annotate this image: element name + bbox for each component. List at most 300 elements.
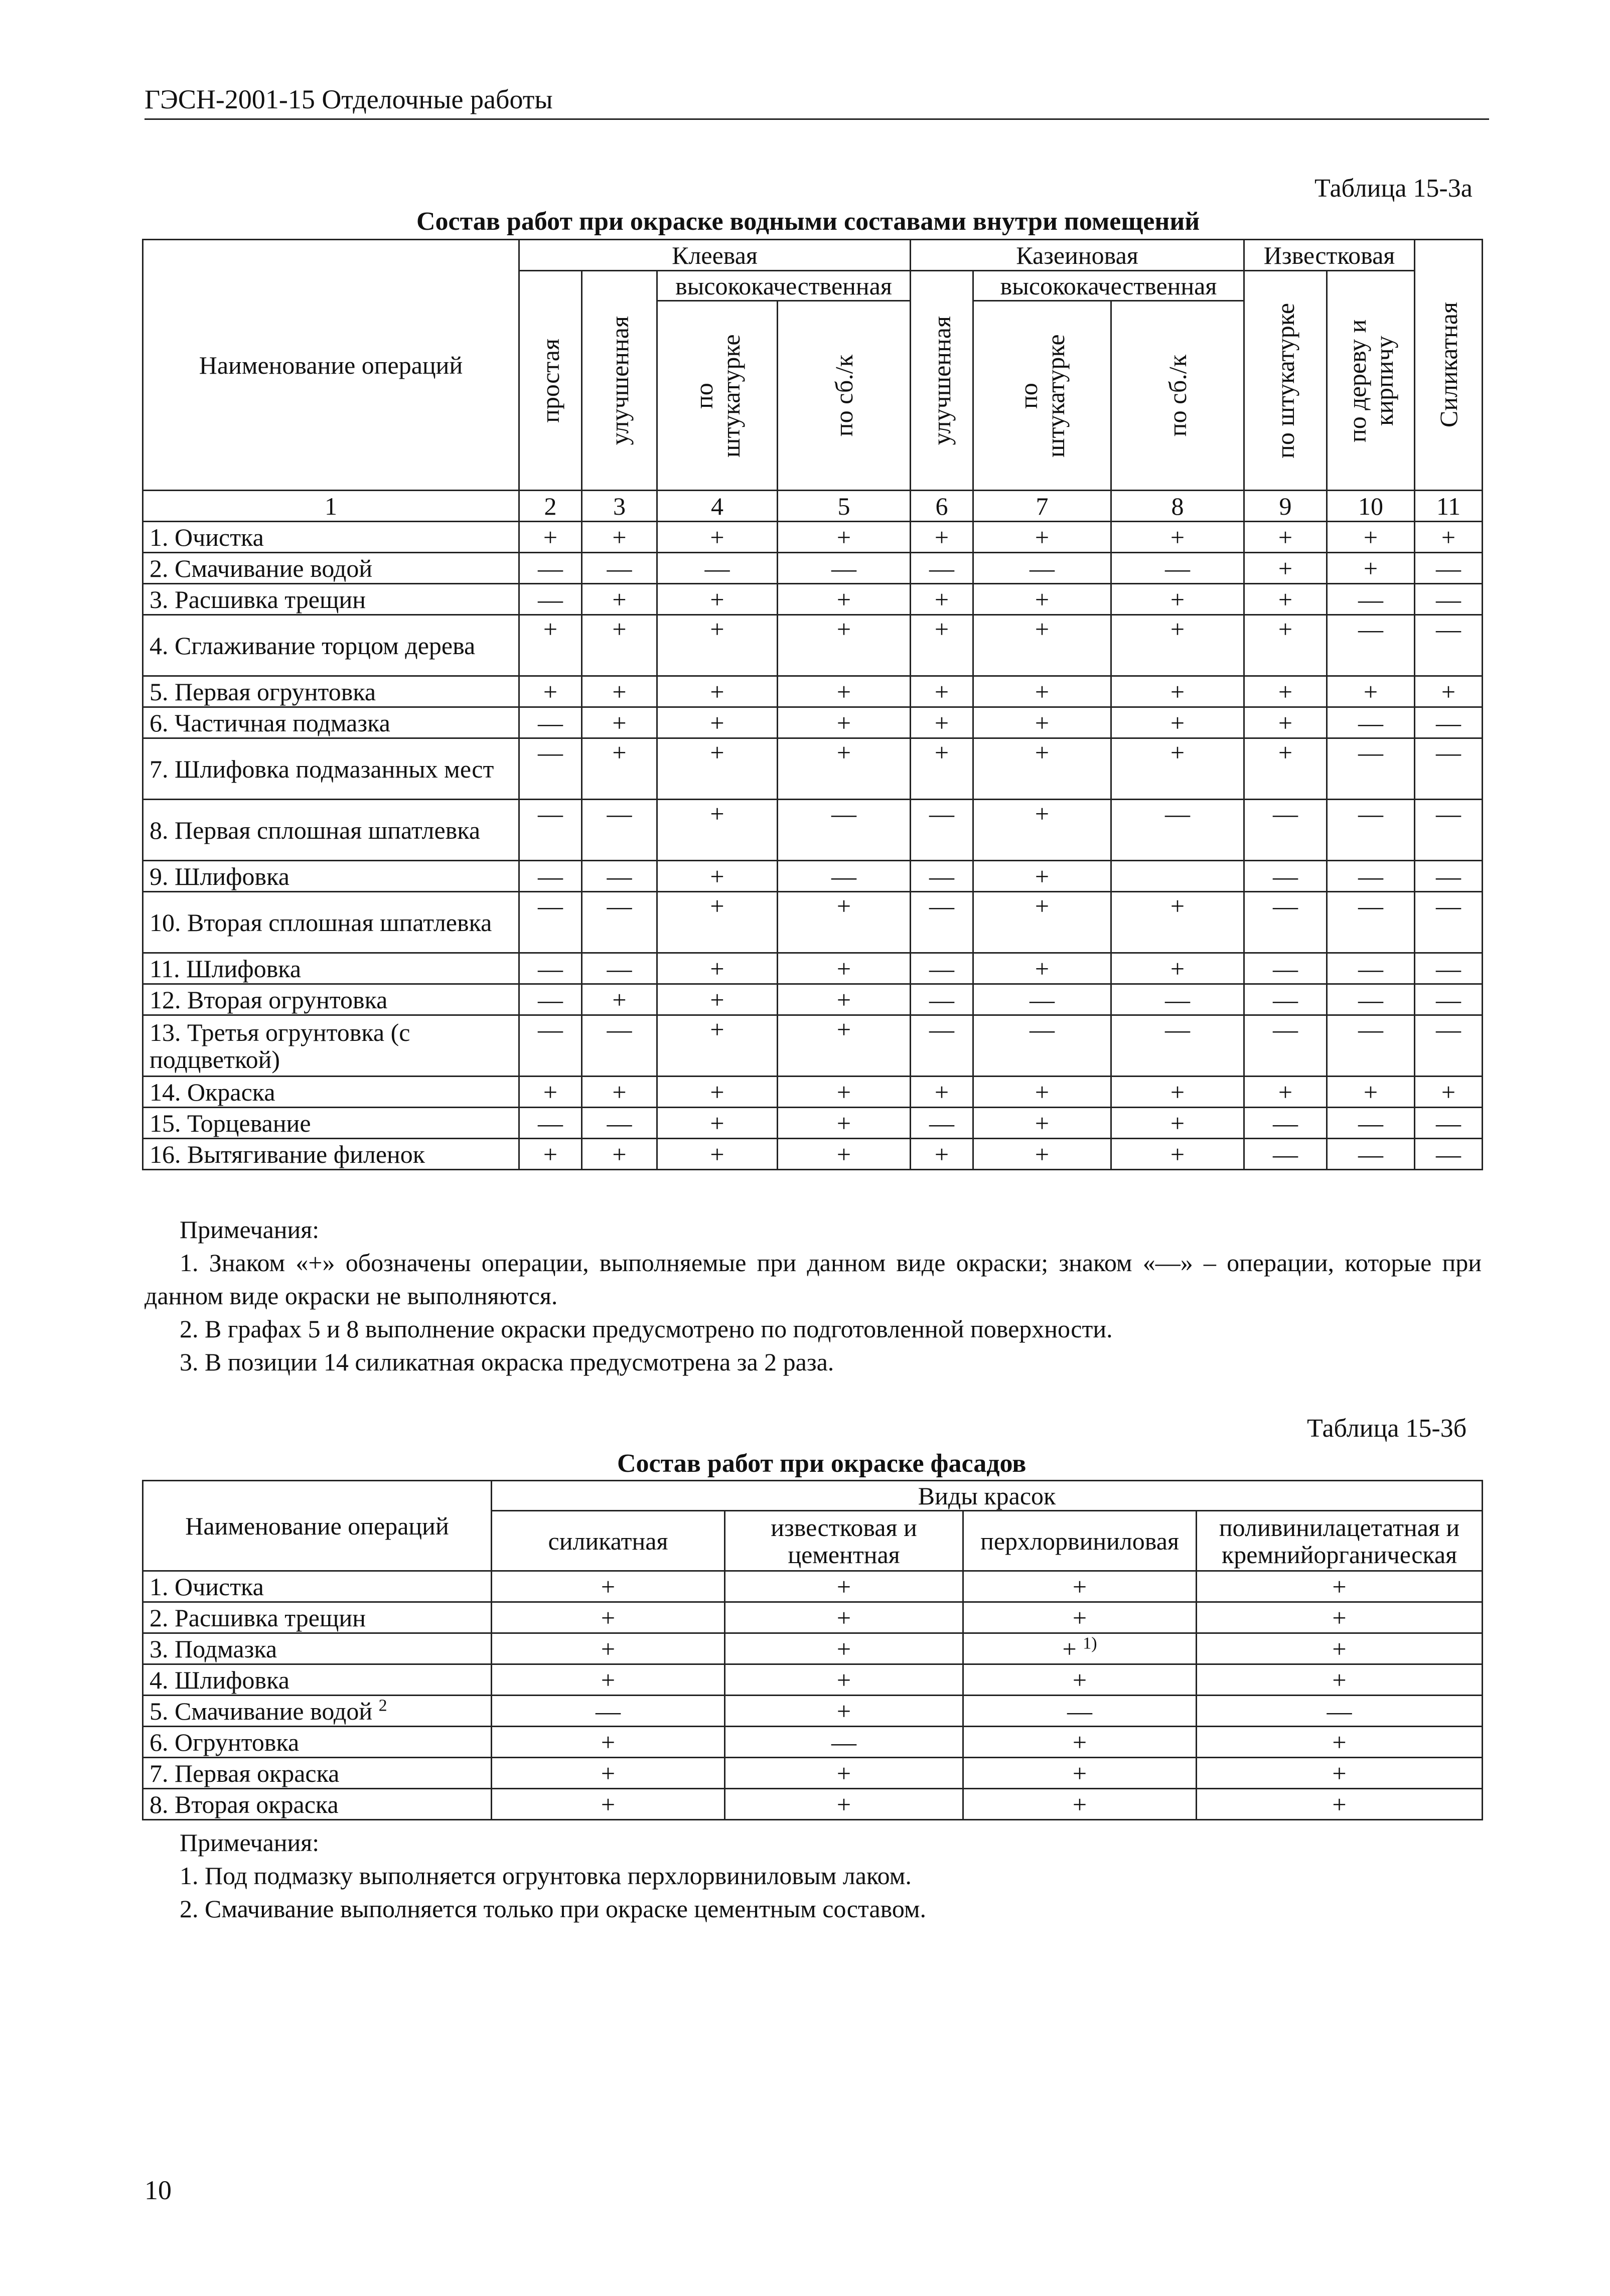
operation-label: 3. Подмазка: [150, 1634, 277, 1663]
table-b-notes: [144, 1826, 1482, 1925]
operation-name: 16. Вытягивание филенок: [143, 1139, 519, 1170]
operation-name: 4. Сглаживание торцом дерева: [143, 615, 519, 676]
cell-mark: +: [973, 800, 1111, 861]
col-num: 5: [778, 491, 911, 522]
mark-value: +: [601, 1634, 616, 1663]
cell-mark: +: [582, 584, 657, 615]
cell-mark: [1197, 1696, 1483, 1727]
table-row: [143, 892, 1483, 953]
mark-value: +: [1332, 1634, 1347, 1663]
cell-mark: —: [1327, 953, 1415, 984]
operation-name: 11. Шлифовка: [143, 953, 519, 984]
cell-mark: —: [582, 553, 657, 584]
cell-mark: +: [778, 984, 911, 1015]
cell-mark: —: [1415, 892, 1483, 953]
operation-name: 10. Вторая сплошная шпатлевка: [143, 892, 519, 953]
mark-value: +: [836, 1697, 851, 1725]
cell-mark: —: [519, 553, 582, 584]
mark-value: +: [1062, 1634, 1077, 1663]
cell-mark: [725, 1789, 963, 1820]
col-po-sbk-1: по сб./к: [778, 301, 911, 491]
mark-value: +: [1332, 1572, 1347, 1601]
table-row: [143, 1727, 1483, 1758]
cell-mark: +: [582, 522, 657, 553]
cell-mark: +: [1327, 522, 1415, 553]
mark-value: +: [836, 1665, 851, 1694]
mark-value: —: [1327, 1697, 1352, 1725]
cell-mark: —: [1327, 1108, 1415, 1139]
cell-mark: +: [973, 584, 1111, 615]
operation-name: 5. Первая огрунтовка: [143, 676, 519, 707]
operation-label: 1. Очистка: [150, 1572, 264, 1601]
cell-mark: +: [973, 1077, 1111, 1108]
operation-name: [143, 1727, 492, 1758]
col-num: 8: [1111, 491, 1244, 522]
cell-mark: —: [1327, 892, 1415, 953]
operation-label: 7. Первая окраска: [150, 1759, 340, 1787]
cell-mark: +: [582, 1139, 657, 1170]
cell-mark: +: [657, 1108, 778, 1139]
cell-mark: +: [778, 1108, 911, 1139]
cell-mark: +: [1244, 1077, 1327, 1108]
cell-mark: +: [1111, 584, 1244, 615]
cell-mark: +: [1111, 1077, 1244, 1108]
operation-name: 2. Смачивание водой: [143, 553, 519, 584]
table-a: [142, 239, 1483, 1170]
mark-value: +: [601, 1790, 616, 1818]
cell-mark: —: [1415, 584, 1483, 615]
cell-mark: +: [1111, 1108, 1244, 1139]
cell-mark: +: [911, 1077, 973, 1108]
cell-mark: +: [657, 953, 778, 984]
cell-mark: [1197, 1727, 1483, 1758]
operation-name: 8. Первая сплошная шпатлевка: [143, 800, 519, 861]
group-kleevaya: Клеевая: [519, 240, 911, 271]
cell-mark: +: [657, 615, 778, 676]
cell-mark: +: [778, 584, 911, 615]
cell-mark: —: [582, 800, 657, 861]
cell-mark: +: [657, 984, 778, 1015]
cell-mark: +: [778, 676, 911, 707]
cell-mark: +: [1244, 584, 1327, 615]
mark-value: +: [1072, 1603, 1087, 1632]
group-kazeinovaya: Казеиновая: [911, 240, 1244, 271]
table-row: [143, 676, 1483, 707]
cell-mark: +: [519, 1077, 582, 1108]
col-polivinilacetatnaya: поливинилацетатная и кремнийорганическая: [1197, 1511, 1483, 1571]
table-row: [143, 738, 1483, 800]
cell-mark: [963, 1727, 1197, 1758]
group-silikatnaya: Силикатная: [1415, 240, 1483, 491]
cell-mark: —: [519, 953, 582, 984]
note-2: 2. В графах 5 и 8 выполнение окраски предусмотрено по подготовленной поверхности.: [180, 1315, 1113, 1343]
mark-value: +: [601, 1572, 616, 1601]
cell-mark: —: [582, 953, 657, 984]
note-1: 1. Под подмазку выполняется огрунтовка перхлорвиниловым лаком.: [180, 1862, 912, 1890]
cell-mark: [492, 1696, 725, 1727]
cell-mark: +: [1111, 707, 1244, 738]
cell-mark: +: [1111, 1139, 1244, 1170]
operation-name: [143, 1758, 492, 1789]
cell-mark: —: [1415, 1015, 1483, 1077]
cell-mark: [492, 1633, 725, 1664]
table-row: [143, 584, 1483, 615]
cell-mark: +: [1244, 676, 1327, 707]
cell-mark: +: [911, 1139, 973, 1170]
cell-mark: —: [1415, 707, 1483, 738]
cell-mark: —: [1327, 707, 1415, 738]
col-num: 3: [582, 491, 657, 522]
table-a-label: Таблица 15-3а: [1314, 174, 1473, 203]
cell-mark: [963, 1633, 1197, 1664]
group-izvestkovaya: Известковая: [1244, 240, 1415, 271]
operation-name: 3. Расшивка трещин: [143, 584, 519, 615]
cell-mark: +: [778, 707, 911, 738]
cell-mark: +: [1327, 1077, 1415, 1108]
cell-mark: +: [973, 861, 1111, 892]
subgroup-hq-kleevaya: высококачественная: [657, 271, 911, 301]
mark-value: +: [836, 1603, 851, 1632]
cell-mark: [492, 1571, 725, 1602]
table-b: [142, 1480, 1483, 1820]
cell-mark: —: [1327, 984, 1415, 1015]
cell-mark: [725, 1727, 963, 1758]
mark-value: +: [601, 1603, 616, 1632]
footnote-ref: 1): [1083, 1633, 1097, 1652]
cell-mark: [725, 1696, 963, 1727]
cell-mark: +: [911, 584, 973, 615]
col-po-sbk-2: по сб./к: [1111, 301, 1244, 491]
cell-mark: —: [1244, 953, 1327, 984]
col-po-derevu: по дереву и кирпичу: [1327, 271, 1415, 491]
document-header: ГЭСН-2001-15 Отделочные работы: [144, 84, 553, 114]
cell-mark: —: [911, 953, 973, 984]
cell-mark: +: [1244, 522, 1327, 553]
cell-mark: —: [519, 800, 582, 861]
cell-mark: [1197, 1633, 1483, 1664]
cell-mark: [963, 1789, 1197, 1820]
cell-mark: +: [778, 522, 911, 553]
mark-value: —: [1067, 1697, 1092, 1725]
cell-mark: +: [911, 676, 973, 707]
cell-mark: [963, 1758, 1197, 1789]
cell-mark: +: [657, 1139, 778, 1170]
operation-label: 8. Вторая окраска: [150, 1790, 339, 1818]
cell-mark: [1197, 1758, 1483, 1789]
cell-mark: —: [519, 1015, 582, 1077]
table-row: [143, 1633, 1483, 1664]
col-perhlorvinilovaya: перхлорвиниловая: [963, 1511, 1197, 1571]
cell-mark: [725, 1571, 963, 1602]
mark-value: +: [601, 1728, 616, 1756]
cell-mark: +: [973, 1108, 1111, 1139]
cell-mark: +: [1111, 615, 1244, 676]
cell-mark: +: [582, 984, 657, 1015]
cell-mark: —: [1327, 1139, 1415, 1170]
table-a-title: Состав работ при окраске водными составами внутри помещений: [416, 207, 1200, 236]
cell-mark: [492, 1664, 725, 1696]
mark-value: +: [1332, 1665, 1347, 1694]
cell-mark: +: [582, 676, 657, 707]
cell-mark: —: [582, 1108, 657, 1139]
operation-label: 6. Огрунтовка: [150, 1728, 300, 1756]
operation-name: [143, 1602, 492, 1633]
col-po-shtukaturke-3: по штукатурке: [1244, 271, 1327, 491]
cell-mark: [963, 1571, 1197, 1602]
cell-mark: —: [1415, 1139, 1483, 1170]
mark-value: +: [601, 1759, 616, 1787]
cell-mark: +: [778, 738, 911, 800]
cell-mark: +: [778, 892, 911, 953]
cell-mark: [492, 1602, 725, 1633]
table-row: [143, 953, 1483, 984]
cell-mark: +: [582, 738, 657, 800]
operation-label: 4. Шлифовка: [150, 1665, 289, 1694]
cell-mark: —: [1327, 861, 1415, 892]
cell-mark: +: [519, 522, 582, 553]
notes-title: Примечания:: [180, 1215, 320, 1244]
table-row: [143, 615, 1483, 676]
mark-value: +: [1332, 1790, 1347, 1818]
cell-mark: [1111, 861, 1244, 892]
cell-mark: [492, 1727, 725, 1758]
mark-value: —: [831, 1728, 856, 1756]
cell-mark: [725, 1602, 963, 1633]
cell-mark: +: [519, 1139, 582, 1170]
operation-name: 12. Вторая огрунтовка: [143, 984, 519, 1015]
table-row: [143, 1077, 1483, 1108]
mark-value: +: [836, 1634, 851, 1663]
cell-mark: +: [973, 953, 1111, 984]
mark-value: +: [1332, 1728, 1347, 1756]
col-po-shtukaturke-1: по штукатурке: [657, 301, 778, 491]
notes-title: Примечания:: [180, 1828, 320, 1857]
cell-mark: —: [1244, 1015, 1327, 1077]
cell-mark: +: [657, 522, 778, 553]
cell-mark: [1197, 1571, 1483, 1602]
cell-mark: +: [519, 676, 582, 707]
cell-mark: —: [911, 984, 973, 1015]
cell-mark: —: [1415, 1108, 1483, 1139]
cell-mark: —: [973, 553, 1111, 584]
cell-mark: +: [973, 676, 1111, 707]
cell-mark: —: [911, 861, 973, 892]
operation-name: 14. Окраска: [143, 1077, 519, 1108]
column-numbers-row: [143, 491, 1483, 522]
cell-mark: +: [1111, 676, 1244, 707]
table-row: [143, 1758, 1483, 1789]
cell-mark: —: [973, 984, 1111, 1015]
cell-mark: —: [1111, 984, 1244, 1015]
cell-mark: —: [1327, 584, 1415, 615]
table-row: [143, 861, 1483, 892]
cell-mark: +: [1327, 553, 1415, 584]
cell-mark: +: [973, 707, 1111, 738]
cell-mark: —: [1327, 615, 1415, 676]
cell-mark: +: [657, 707, 778, 738]
cell-mark: —: [911, 1108, 973, 1139]
cell-mark: +: [778, 1077, 911, 1108]
operation-name: 13. Третья огрунтовка (с подцветкой): [143, 1015, 519, 1077]
cell-mark: —: [1244, 861, 1327, 892]
cell-mark: +: [911, 615, 973, 676]
cell-mark: +: [657, 738, 778, 800]
cell-mark: —: [973, 1015, 1111, 1077]
cell-mark: —: [519, 584, 582, 615]
cell-mark: —: [1415, 861, 1483, 892]
cell-mark: [963, 1664, 1197, 1696]
cell-mark: —: [1244, 1139, 1327, 1170]
cell-mark: —: [519, 707, 582, 738]
cell-mark: +: [973, 738, 1111, 800]
cell-mark: +: [657, 892, 778, 953]
cell-mark: —: [1244, 800, 1327, 861]
table-row: [143, 522, 1483, 553]
cell-mark: +: [973, 1139, 1111, 1170]
cell-mark: [963, 1696, 1197, 1727]
mark-value: +: [1072, 1728, 1087, 1756]
cell-mark: —: [1327, 1015, 1415, 1077]
cell-mark: +: [778, 615, 911, 676]
cell-mark: —: [778, 861, 911, 892]
cell-mark: +: [778, 1139, 911, 1170]
operation-name: 9. Шлифовка: [143, 861, 519, 892]
note-3: 3. В позиции 14 силикатная окраска предусмотрена за 2 раза.: [180, 1348, 834, 1376]
subgroup-hq-kazein: высококачественная: [973, 271, 1244, 301]
table-row: [143, 1789, 1483, 1820]
note-1: 1. Знаком «+» обозначены операции, выполняемые при данном виде окраски; знаком «—» – операции, которые при данном виде окраски не выполняются.: [144, 1249, 1482, 1310]
col-uluchshennaya-1: улучшенная: [582, 271, 657, 491]
col-operation-header: Наименование операций: [143, 240, 519, 491]
table-row: [143, 984, 1483, 1015]
operation-name: [143, 1571, 492, 1602]
cell-mark: —: [1111, 1015, 1244, 1077]
cell-mark: —: [519, 861, 582, 892]
col-uluchshennaya-2: улучшенная: [911, 271, 973, 491]
cell-mark: +: [1415, 676, 1483, 707]
mark-value: +: [836, 1790, 851, 1818]
table-row: [143, 1015, 1483, 1077]
col-num: 6: [911, 491, 973, 522]
cell-mark: +: [657, 1077, 778, 1108]
cell-mark: +: [911, 522, 973, 553]
cell-mark: +: [582, 1077, 657, 1108]
group-vidy-krasok: Виды красок: [492, 1481, 1483, 1511]
cell-mark: —: [657, 553, 778, 584]
col-num: 9: [1244, 491, 1327, 522]
cell-mark: +: [1415, 1077, 1483, 1108]
cell-mark: +: [657, 676, 778, 707]
col-num: 11: [1415, 491, 1483, 522]
cell-mark: —: [911, 553, 973, 584]
table-row: [143, 1108, 1483, 1139]
table-row: [143, 1571, 1483, 1602]
mark-value: —: [596, 1697, 621, 1725]
col-po-shtukaturke-2: по штукатурке: [973, 301, 1111, 491]
cell-mark: —: [1327, 738, 1415, 800]
cell-mark: —: [1415, 553, 1483, 584]
cell-mark: —: [582, 861, 657, 892]
cell-mark: —: [911, 800, 973, 861]
cell-mark: +: [911, 707, 973, 738]
operation-name: 1. Очистка: [143, 522, 519, 553]
cell-mark: —: [1244, 1108, 1327, 1139]
cell-mark: +: [973, 522, 1111, 553]
col-num: 1: [143, 491, 519, 522]
cell-mark: [1197, 1789, 1483, 1820]
cell-mark: —: [519, 1108, 582, 1139]
cell-mark: +: [519, 615, 582, 676]
cell-mark: +: [1244, 615, 1327, 676]
mark-value: +: [1332, 1603, 1347, 1632]
cell-mark: +: [973, 615, 1111, 676]
col-num: 7: [973, 491, 1111, 522]
cell-mark: +: [1111, 953, 1244, 984]
mark-value: +: [1072, 1665, 1087, 1694]
col-prostaya: простая: [519, 271, 582, 491]
cell-mark: +: [911, 738, 973, 800]
cell-mark: [725, 1664, 963, 1696]
cell-mark: +: [1244, 553, 1327, 584]
cell-mark: —: [1111, 800, 1244, 861]
table-b-label: Таблица 15-3б: [1307, 1414, 1467, 1443]
col-silikatnaya: силикатная: [492, 1511, 725, 1571]
cell-mark: [492, 1789, 725, 1820]
table-row: [143, 707, 1483, 738]
cell-mark: [963, 1602, 1197, 1633]
cell-mark: —: [1415, 615, 1483, 676]
operation-label: 2. Расшивка трещин: [150, 1603, 366, 1632]
operation-name: 7. Шлифовка подмазанных мест: [143, 738, 519, 800]
table-row: [143, 1664, 1483, 1696]
col-izvestkovaya-cementnaya: известковая и цементная: [725, 1511, 963, 1571]
table-row: [143, 1139, 1483, 1170]
cell-mark: [725, 1633, 963, 1664]
cell-mark: +: [657, 861, 778, 892]
col-num: 10: [1327, 491, 1415, 522]
cell-mark: —: [778, 553, 911, 584]
operation-label: 5. Смачивание водой: [150, 1697, 373, 1725]
operation-name: [143, 1696, 492, 1727]
cell-mark: +: [1111, 522, 1244, 553]
table-a-notes: [144, 1213, 1482, 1379]
mark-value: +: [836, 1759, 851, 1787]
operation-name: [143, 1664, 492, 1696]
col-num: 4: [657, 491, 778, 522]
cell-mark: —: [519, 892, 582, 953]
cell-mark: +: [973, 892, 1111, 953]
cell-mark: +: [1244, 707, 1327, 738]
cell-mark: —: [1111, 553, 1244, 584]
col-operation-header: Наименование операций: [143, 1481, 492, 1571]
table-row: [143, 1602, 1483, 1633]
cell-mark: —: [911, 1015, 973, 1077]
cell-mark: +: [1327, 676, 1415, 707]
page-number: 10: [144, 2175, 172, 2205]
cell-mark: —: [911, 892, 973, 953]
cell-mark: +: [778, 953, 911, 984]
cell-mark: +: [657, 800, 778, 861]
cell-mark: —: [1244, 984, 1327, 1015]
operation-name: [143, 1633, 492, 1664]
cell-mark: [1197, 1602, 1483, 1633]
cell-mark: —: [778, 800, 911, 861]
table-row: [143, 553, 1483, 584]
footnote-ref: 2: [378, 1696, 387, 1715]
cell-mark: +: [778, 1015, 911, 1077]
cell-mark: —: [1327, 800, 1415, 861]
cell-mark: +: [1415, 522, 1483, 553]
